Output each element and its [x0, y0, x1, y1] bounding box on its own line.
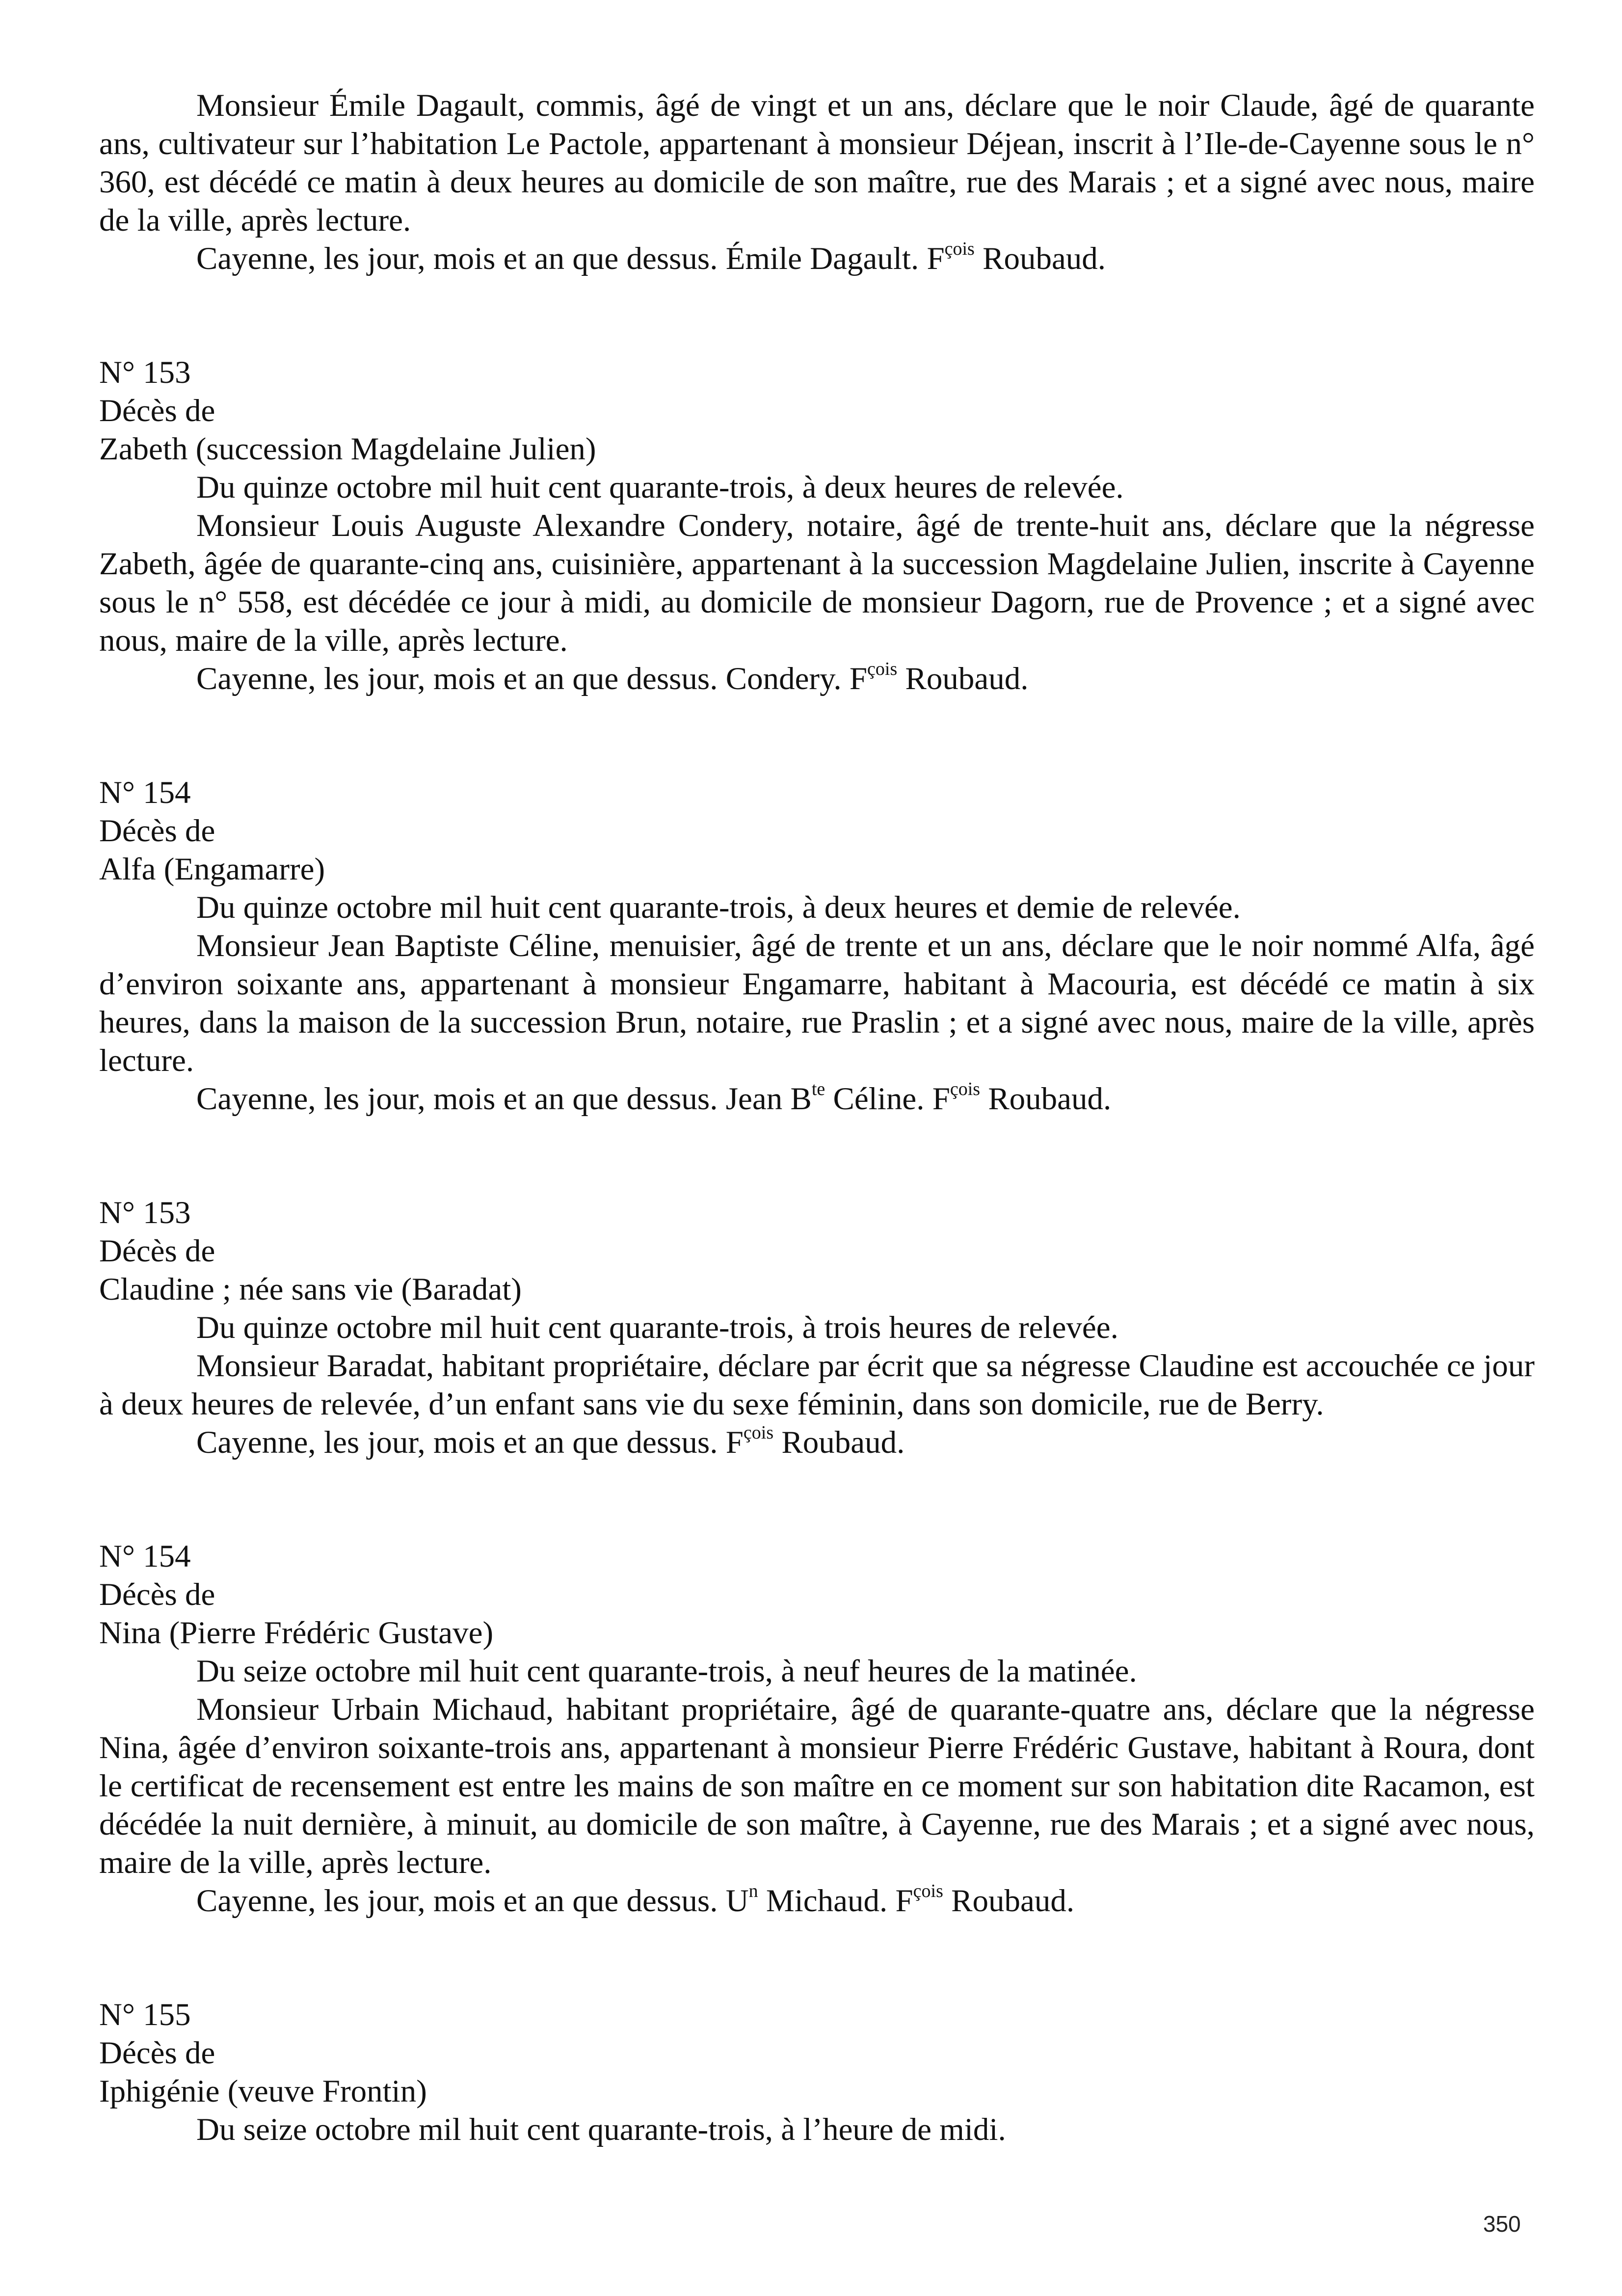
record-closing — [99, 1882, 1535, 1920]
mayor-name: Roubaud. — [951, 1883, 1075, 1919]
record-body: Monsieur Baradat, habitant propriétaire, déclare par écrit que sa négresse Claudine est accouchée ce jour à deux heures de relevée, d’un enfant sans vie du sexe féminin, dans son domicile, rue de Berry. — [99, 1348, 1535, 1422]
record-body: Monsieur Louis Auguste Alexandre Condery, notaire, âgé de trente-huit ans, déclare que la négresse Zabeth, âgée de quarante-cinq ans, cuisinière, appartenant à la succession Magdelaine Julien, inscrite à Cayenne sous le n° 558, est décédée ce jour à midi, au domicile de monsieur Dagorn, rue de Provence ; et a signé avec nous, maire de la ville, après lecture. — [99, 508, 1535, 658]
page-number: 350 — [1483, 2211, 1521, 2237]
mayor-initial: F — [725, 1425, 744, 1460]
mayor-name: Roubaud. — [988, 1081, 1112, 1117]
mayor-abbrev: çois — [944, 239, 975, 260]
closing-signer: Céline. — [833, 1081, 925, 1117]
death-record — [99, 1194, 1535, 1462]
death-record — [99, 1996, 1535, 2149]
mayor-abbrev: çois — [950, 1079, 981, 1100]
record-number: N° 154 — [99, 775, 191, 810]
closing-text: Cayenne, les jour, mois et an que dessus. Jean B — [196, 1081, 812, 1117]
mayor-abbrev: çois — [743, 1422, 774, 1443]
record-number: N° 153 — [99, 355, 191, 390]
mayor-name: Roubaud. — [983, 241, 1106, 276]
record-heading: Décès de — [99, 393, 215, 428]
record-subject: Alfa (Engamarre) — [99, 852, 325, 887]
record-heading: Décès de — [99, 1233, 215, 1269]
record-number: N° 153 — [99, 1195, 191, 1230]
record-heading: Décès de — [99, 813, 215, 849]
record-body: Monsieur Émile Dagault, commis, âgé de vingt et un ans, déclare que le noir Claude, âgé de quarante ans, cultivateur sur l’habitation Le Pactole, appartenant à monsieur Déjean, inscrit à l’Ile-de-Cayenne sous le n° 360, est décédé ce matin à deux heures au domicile de son maître, rue des Marais ; et a signé avec nous, maire de la ville, après lecture. — [99, 88, 1535, 238]
death-record — [99, 353, 1535, 698]
record-subject: Nina (Pierre Frédéric Gustave) — [99, 1615, 494, 1651]
record-date: Du quinze octobre mil huit cent quarante-trois, à trois heures de relevée. — [196, 1310, 1118, 1345]
closing-text: Cayenne, les jour, mois et an que dessus. Condery. — [196, 661, 842, 696]
mayor-initial: F — [895, 1883, 913, 1919]
mayor-abbrev: çois — [913, 1881, 943, 1902]
record-subject: Zabeth (succession Magdelaine Julien) — [99, 431, 596, 467]
closing-signer: Michaud. — [766, 1883, 888, 1919]
record-closing — [99, 240, 1535, 278]
record-date: Du quinze octobre mil huit cent quarante-trois, à deux heures de relevée. — [196, 470, 1124, 505]
closing-text: Cayenne, les jour, mois et an que dessus. — [196, 1425, 718, 1460]
closing-text: Cayenne, les jour, mois et an que dessus. Émile Dagault. — [196, 241, 919, 276]
record-subject: Iphigénie (veuve Frontin) — [99, 2074, 427, 2109]
mayor-name: Roubaud. — [781, 1425, 905, 1460]
document-page — [99, 86, 1535, 2149]
death-record — [99, 1537, 1535, 1920]
record-closing — [99, 1080, 1535, 1118]
mayor-initial: F — [927, 241, 945, 276]
record-date: Du seize octobre mil huit cent quarante-trois, à l’heure de midi. — [196, 2112, 1006, 2147]
intro-record — [99, 86, 1535, 278]
record-heading: Décès de — [99, 2035, 215, 2071]
mayor-name: Roubaud. — [905, 661, 1029, 696]
record-number: N° 155 — [99, 1997, 191, 2032]
record-heading: Décès de — [99, 1577, 215, 1612]
record-closing — [99, 1423, 1535, 1462]
closing-text: Cayenne, les jour, mois et an que dessus. U — [196, 1883, 749, 1919]
record-date: Du seize octobre mil huit cent quarante-trois, à neuf heures de la matinée. — [196, 1654, 1137, 1689]
closing-abbrev: n — [748, 1881, 758, 1902]
record-body: Monsieur Urbain Michaud, habitant propriétaire, âgé de quarante-quatre ans, déclare que la négresse Nina, âgée d’environ soixante-trois ans, appartenant à monsieur Pierre Frédéric Gustave, habitant à Roura, dont le certificat de recensement est entre les mains de son maître en ce moment sur son habitation dite Racamon, est décédée la nuit dernière, à minuit, au domicile de son maître, à Cayenne, rue des Marais ; et a signé avec nous, maire de la ville, après lecture. — [99, 1692, 1535, 1880]
record-body: Monsieur Jean Baptiste Céline, menuisier, âgé de trente et un ans, déclare que le noir nommé Alfa, âgé d’environ soixante ans, appartenant à monsieur Engamarre, habitant à Macouria, est décédé ce matin à six heures, dans la maison de la succession Brun, notaire, rue Praslin ; et a signé avec nous, maire de la ville, après lecture. — [99, 928, 1535, 1078]
record-closing — [99, 660, 1535, 698]
record-number: N° 154 — [99, 1539, 191, 1574]
death-record — [99, 774, 1535, 1118]
record-date: Du quinze octobre mil huit cent quarante-trois, à deux heures et demie de relevée. — [196, 890, 1241, 925]
record-subject: Claudine ; née sans vie (Baradat) — [99, 1272, 522, 1307]
mayor-initial: F — [932, 1081, 950, 1117]
closing-abbrev: te — [811, 1079, 825, 1100]
mayor-abbrev: çois — [867, 659, 898, 680]
mayor-initial: F — [849, 661, 868, 696]
